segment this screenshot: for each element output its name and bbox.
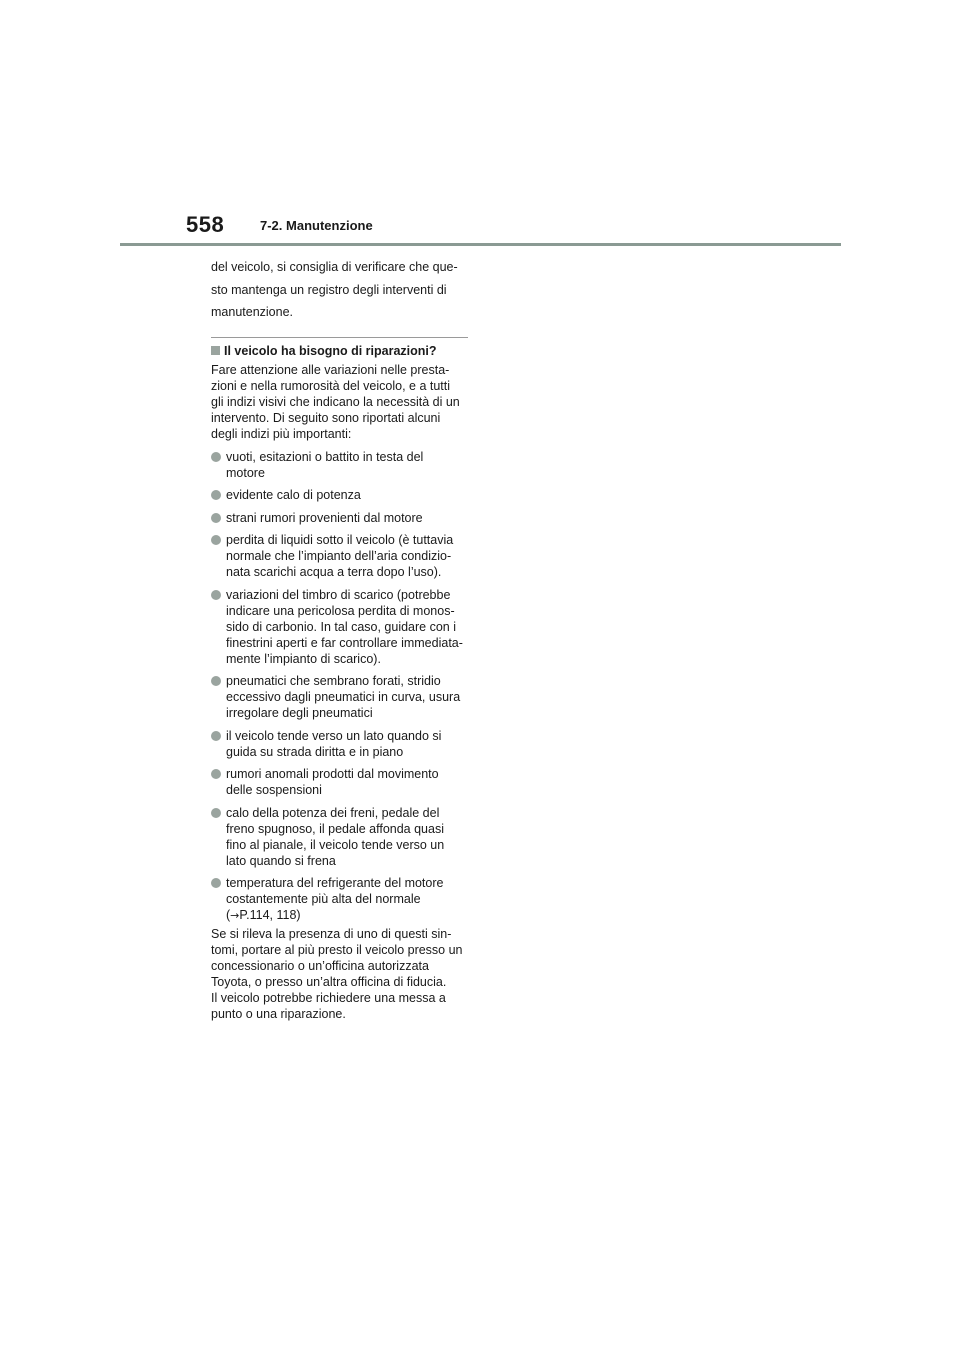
header-divider bbox=[120, 243, 841, 246]
circle-bullet-icon bbox=[211, 769, 221, 779]
circle-bullet-icon bbox=[211, 731, 221, 741]
list-item: evidente calo di potenza bbox=[211, 487, 473, 503]
circle-bullet-icon bbox=[211, 878, 221, 888]
square-bullet-icon bbox=[211, 346, 220, 355]
circle-bullet-icon bbox=[211, 808, 221, 818]
circle-bullet-icon bbox=[211, 590, 221, 600]
list-item: temperatura del refrigerante del motore costantemente più alta del normale (→P.114, 118) bbox=[211, 875, 473, 924]
intro-paragraph: del veicolo, si consiglia di verificare che que- sto mantenga un registro degli interventi di manutenzione. bbox=[211, 260, 458, 319]
page-header bbox=[0, 0, 960, 250]
subsection-title: Il veicolo ha bisogno di riparazioni? bbox=[224, 343, 437, 358]
list-item: calo della potenza dei freni, pedale del freno spugnoso, il pedale affonda quasi fino al pianale, il veicolo tende verso un lato quando si frena bbox=[211, 805, 473, 869]
circle-bullet-icon bbox=[211, 513, 221, 523]
circle-bullet-icon bbox=[211, 676, 221, 686]
subsection-paragraph: Fare attenzione alle variazioni nelle presta- zioni e nella rumorosità del veicolo, e a tutti gli indizi visivi che indicano la necessità di un intervento. Di seguito sono riportati alcuni degli indizi più importanti: bbox=[211, 362, 460, 441]
list-item: strani rumori provenienti dal motore bbox=[211, 510, 473, 526]
symptom-list bbox=[211, 449, 473, 925]
list-item: rumori anomali prodotti dal movimento delle sospensioni bbox=[211, 766, 473, 798]
list-item: pneumatici che sembrano forati, stridio eccessivo dagli pneumatici in curva, usura irregolare degli pneumatici bbox=[211, 673, 473, 721]
circle-bullet-icon bbox=[211, 452, 221, 462]
list-item: il veicolo tende verso un lato quando si guida su strada diritta e in piano bbox=[211, 728, 473, 760]
page-reference: (→P.114, 118) bbox=[226, 908, 301, 922]
list-item: perdita di liquidi sotto il veicolo (è tuttavia normale che l’impianto dell’aria condizio- nata scarichi acqua a terra dopo l’uso). bbox=[211, 532, 473, 580]
circle-bullet-icon bbox=[211, 535, 221, 545]
subsection-divider bbox=[211, 337, 468, 338]
list-item: vuoti, esitazioni o battito in testa del motore bbox=[211, 449, 473, 481]
subsection-heading bbox=[211, 342, 473, 360]
circle-bullet-icon bbox=[211, 490, 221, 500]
page-content bbox=[211, 256, 473, 1022]
list-item: variazioni del timbro di scarico (potrebbe indicare una pericolosa perdita di monos- sido di carbonio. In tal caso, guidare con i finestrini aperti e far controllare immediata- mente l’impianto di scarico). bbox=[211, 587, 473, 667]
closing-paragraph: Se si rileva la presenza di uno di questi sin- tomi, portare al più presto il veicolo presso un concessionario o un’officina autorizzata Toyota, o presso un’altra officina di fiducia. Il veicolo potrebbe richiedere una messa a punto o una riparazione. bbox=[211, 926, 463, 1021]
arrow-right-icon: → bbox=[230, 909, 240, 922]
section-title: 7-2. Manutenzione bbox=[260, 218, 373, 233]
page-number: 558 bbox=[186, 212, 225, 237]
